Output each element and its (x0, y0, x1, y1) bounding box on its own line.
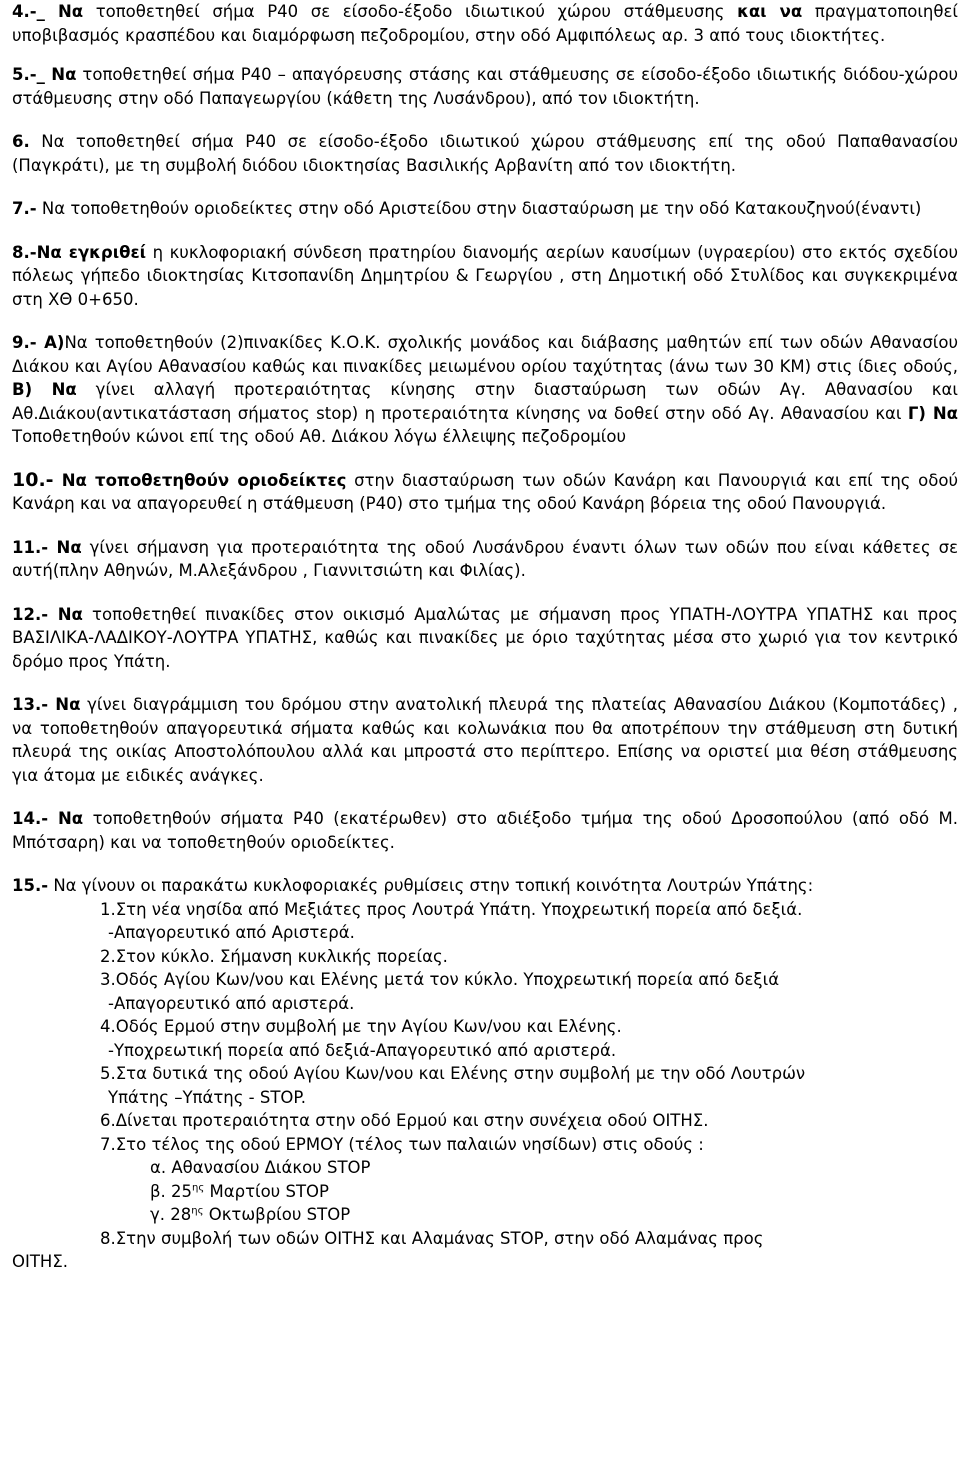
item-12-number: 12.- Να (12, 604, 83, 624)
item-4-number: 4.-_ Να (12, 2, 84, 21)
sublist-item-4: 4.Οδός Ερμού στην συμβολή με την Αγίου Κων/νου και Ελένης. (100, 1017, 622, 1036)
sublist-item-7b-pre: β. 25 (150, 1181, 193, 1201)
item-5 (12, 63, 958, 110)
sublist-item-7c-pre: γ. 28 (150, 1205, 192, 1224)
item-13 (12, 693, 958, 787)
item-7-text: Να τοποθετηθούν οριοδείκτες στην οδό Αριστείδου στην διασταύρωση με την οδό Κατακουζηνού(έναντι) (36, 199, 922, 218)
item-8-text: η κυκλοφοριακή σύνδεση πρατηρίου διανομής αερίων καυσίμων (υγραερίου) στο εκτός σχεδίου πόλεως γήπεδο ιδιοκτησίας Κιτσοπανίδη Δημητρίου & Γεωργίου , στη Δημοτική οδό Στυλίδος και συγκεκριμένα στη ΧΘ 0+650. (12, 242, 958, 309)
sublist-item-7b-post: Μαρτίου STOP (204, 1181, 329, 1201)
item-6-number: 6. (12, 132, 30, 151)
item-6-text: Να τοποθετηθεί σήμα Ρ40 σε είσοδο-έξοδο ιδιωτικού χώρου στάθμευσης επί της οδού Παπαθανασίου (Παγκράτι), με τη συμβολή διόδου ιδιοκτησίας Βασιλικής Αρβανίτη από τον ιδιοκτήτη. (12, 132, 958, 175)
sublist-item-6: 6.Δίνεται προτεραιότητα στην οδό Ερμού και στην συνέχεια οδού ΟΙΤΗΣ. (100, 1111, 709, 1130)
sublist-item-5: 5.Στα δυτικά της οδού Αγίου Κων/νου και Ελένης στην συμβολή με την οδό Λουτρών (100, 1064, 806, 1083)
sublist-item-7b-sup: ης (192, 1182, 205, 1193)
sublist-item-4-note: -Υποχρεωτική πορεία από δεξιά-Απαγορευτικό από αριστερά. (108, 1040, 617, 1060)
item-10-number: 10.- (12, 468, 54, 491)
item-14 (12, 807, 958, 854)
sublist-item-1: 1.Στη νέα νησίδα από Μεξιάτες προς Λουτρά Υπάτη. Υποχρεωτική πορεία από δεξιά. (100, 899, 803, 919)
item-14-number: 14.- Να (12, 809, 84, 828)
sublist-item-7: 7.Στο τέλος της οδού ΕΡΜΟΥ (τέλος των παλαιών νησίδων) στις οδούς : (100, 1134, 704, 1154)
sublist-item-7c-sup: ης (191, 1205, 204, 1217)
item-10-text: στην διασταύρωση των οδών Κανάρη και Πανουργιά και επί της οδού Κανάρη και να απαγορευθεί η στάθμευση (Ρ40) στο τμήμα της οδού Κανάρη βόρεια της οδού Πανουργιά. (12, 470, 958, 513)
item-15-number: 15.- (12, 876, 49, 895)
item-8-number: 8.-Να εγκριθεί (12, 242, 147, 262)
sublist-item-3: 3.Οδός Αγίου Κων/νου και Ελένης μετά τον κύκλο. Υποχρεωτική πορεία από δεξιά (100, 970, 780, 989)
item-9-text: Να τοποθετηθούν (2)πινακίδες Κ.Ο.Κ. σχολικής μονάδος και διάβασης μαθητών επί των οδών Αθανασίου Διάκου και Αγίου Αθανασίου καθώς και πινακίδες μειωμένου ορίου ταχύτητας (άνω των 30 ΚΜ) στις ίδιες οδούς, (12, 333, 958, 376)
sublist-item-7c (150, 1203, 958, 1227)
item-9-c-text: Τοποθετηθούν κώνοι επί της οδού Αθ. Διάκου λόγω έλλειψης πεζοδρομίου (12, 427, 627, 446)
sublist-item-7a: α. Αθανασίου Διάκου STOP (150, 1158, 371, 1177)
item-12 (12, 603, 958, 674)
item-4-text: τοποθετηθεί σήμα Ρ40 σε είσοδο-έξοδο ιδιωτικού χώρου στάθμευσης (83, 2, 738, 21)
item-15-text: Να γίνουν οι παρακάτω κυκλοφοριακές ρυθμίσεις στην τοπική κοινότητα Λουτρών Υπάτης: (48, 876, 814, 895)
sublist-item-2: 2.Στον κύκλο. Σήμανση κυκλικής πορείας. (100, 946, 448, 966)
item-13-number: 13.- Να (12, 695, 81, 714)
sublist-item-8-cont: ΟΙΤΗΣ. (12, 1252, 69, 1271)
sublist-item-8: 8.Στην συμβολή των οδών ΟΙΤΗΣ και Αλαμάνας STOP, στην οδό Αλαμάνας προς (100, 1228, 764, 1248)
item-11-text: γίνει σήμανση για προτεραιότητα της οδού Λυσάνδρου έναντι όλων των οδών που είναι κάθετες σε αυτή(πλην Αθηνών, Μ.Αλεξάνδρου , Γιαννιτσιώτη και Φιλίας). (12, 537, 958, 580)
item-9-c-label: Γ) Να (907, 403, 958, 423)
item-11-number: 11.- Να (12, 537, 82, 557)
item-5-text: τοποθετηθεί σήμα Ρ40 – απαγόρευσης στάσης και στάθμευσης σε είσοδο-έξοδο ιδιωτικής διόδου-χώρου στάθμευσης στην οδό Παπαγεωργίου (κάθετη της Λυσάνδρου), από τον ιδιοκτήτη. (12, 65, 958, 108)
item-14-text: τοποθετηθούν σήματα Ρ40 (εκατέρωθεν) στο αδιέξοδο τμήμα της οδού Δροσοπούλου (από οδό Μ. Μπότσαρη) και να τοποθετηθούν οριοδείκτες. (12, 809, 959, 852)
item-6 (12, 130, 958, 177)
item-7 (12, 197, 958, 221)
item-5-number: 5.-_ Να (12, 65, 77, 84)
item-4 (12, 0, 958, 47)
sublist-item-3-note: -Απαγορευτικό από αριστερά. (108, 993, 355, 1013)
sublist-item-1-note: -Απαγορευτικό από Αριστερά. (108, 923, 355, 942)
sublist-item-5-note: Υπάτης –Υπάτης - STOP. (108, 1087, 307, 1107)
item-8 (12, 241, 958, 312)
sublist-item-7b (150, 1180, 958, 1204)
item-15 (12, 874, 958, 898)
item-9-b-label: Β) Να (12, 380, 77, 399)
sublist-item-7c-post: Οκτωβρίου STOP (203, 1205, 351, 1224)
item-4-bold-tail: και να (737, 2, 803, 21)
item-9 (12, 331, 958, 449)
sublist (12, 898, 958, 1274)
item-11 (12, 536, 958, 583)
item-12-text: τοποθετηθεί πινακίδες στον οικισμό Αμαλώτας με σήμανση προς ΥΠΑΤΗ-ΛΟΥΤΡΑ ΥΠΑΤΗΣ και προς ΒΑΣΙΛΙΚΑ-ΛΑΔΙΚΟΥ-ΛΟΥΤΡΑ ΥΠΑΤΗΣ, καθώς και πινακίδες με όριο ταχύτητας μέσα στο χωριό για τον κεντρικό δρόμο προς Υπάτη. (12, 604, 958, 671)
item-9-number: 9.- Α) (12, 333, 65, 352)
item-10 (12, 469, 958, 516)
item-13-text: γίνει διαγράμμιση του δρόμου στην ανατολική πλευρά της πλατείας Αθανασίου Διάκου (Κομποτάδες) , να τοποθετηθούν απαγορευτικά σήματα καθώς και κολωνάκια που θα αποτρέπουν την στάθμευση στη δυτική πλευρά της οικίας Αποστολόπουλου αλλά και μπροστά στο περίπτερο. Επίσης να οριστεί μια θέση στάθμευσης για άτομα με ειδικές ανάγκες. (12, 695, 959, 785)
item-10-bold-lead: Να τοποθετηθούν οριοδείκτες (53, 470, 347, 490)
item-9-b-text: γίνει αλλαγή προτεραιότητας κίνησης στην διασταύρωση των οδών Αγ. Αθανασίου και Αθ.Διάκου(αντικατάσταση σήματος stop) η προτεραιότητα κίνησης να δοθεί στην οδό Αγ. Αθανασίου και (12, 380, 958, 423)
item-4-rest: πραγματοποιηθεί υποβιβασμός κρασπέδου και διαμόρφωση πεζοδρομίου, στην οδό Αμφιπόλεως αρ. 3 από τους ιδιοκτήτες. (12, 2, 958, 45)
item-7-number: 7.- (12, 199, 37, 218)
